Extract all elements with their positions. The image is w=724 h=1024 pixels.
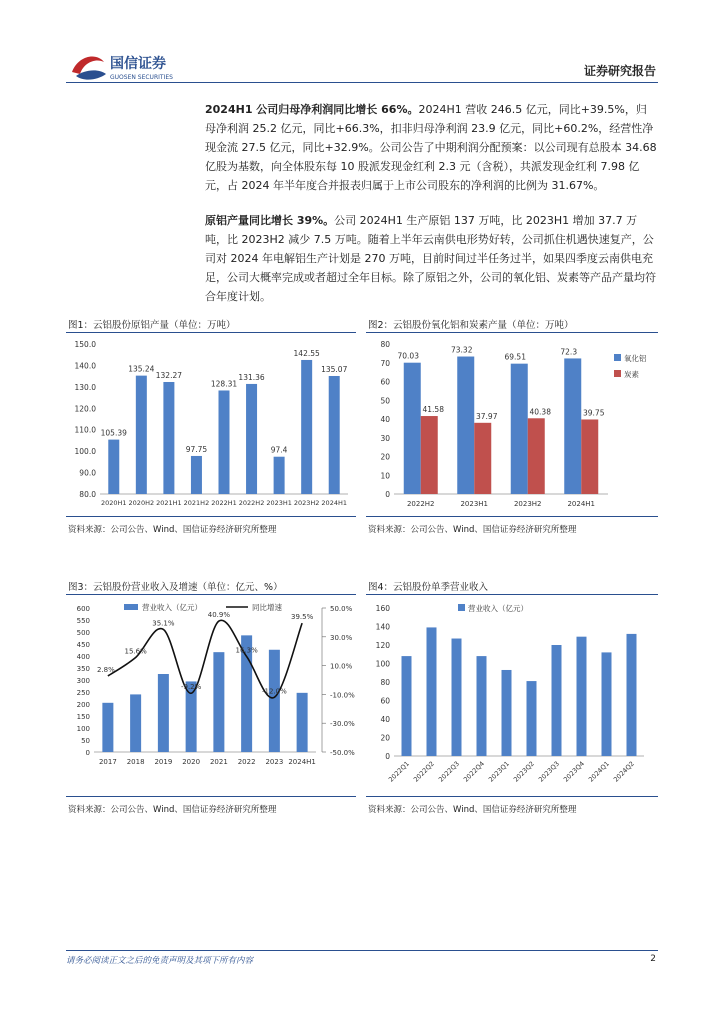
chart3-growth-label: 35.1%: [152, 619, 175, 628]
chart1-source: 资料来源：公司公告、Wind、国信证券经济研究所整理: [68, 525, 277, 535]
chart1-bar: [163, 382, 174, 494]
chart2-bar-alumina: [511, 364, 528, 494]
chart2-bar-alumina: [404, 363, 421, 494]
chart2-alumina-carbon: [366, 334, 658, 514]
chart4-legend-label: 营业收入（亿元）: [468, 604, 528, 613]
chart4-revenue-bar: [552, 645, 562, 756]
chart1-data-label: 132.27: [155, 370, 183, 380]
chart3-y2tick: 30.0%: [330, 633, 353, 642]
chart2-ytick: 60: [380, 377, 390, 387]
chart1-xtick: 2024H1: [321, 499, 348, 507]
chart2-ytick: 20: [380, 452, 390, 462]
chart2-xtick: 2022H2: [406, 500, 435, 508]
chart2-bar-carbon: [581, 419, 598, 494]
chart1-data-label: 105.39: [100, 428, 127, 438]
chart4-xtick: 2024Q1: [587, 759, 611, 784]
chart4-xtick: 2023Q1: [487, 759, 511, 784]
chart1-bar: [219, 390, 230, 494]
chart3-source: 资料来源：公司公告、Wind、国信证券经济研究所整理: [68, 805, 277, 815]
chart2-ytick: 0: [385, 490, 390, 499]
chart2-ytick: 50: [380, 396, 390, 406]
chart1-bar: [136, 376, 147, 494]
paragraph-output: [205, 211, 657, 306]
chart3-y2tick: -30.0%: [330, 720, 355, 729]
chart3-revenue-growth: [66, 596, 356, 774]
chart1-ytick: 80.0: [79, 490, 96, 499]
chart3-legend-line-label: 同比增速: [252, 603, 282, 612]
chart2-data-label: 40.38: [529, 407, 551, 417]
chart3-revenue-bar: [186, 681, 197, 752]
chart4-title-rule: [366, 594, 658, 595]
chart3-ytick: 0: [85, 749, 90, 757]
chart1-ytick: 90.0: [79, 468, 96, 478]
chart3-revenue-bar: [102, 703, 113, 752]
chart4-revenue-bar: [402, 656, 412, 756]
chart1-ytick: 120.0: [74, 404, 96, 414]
chart2-data-label: 41.58: [422, 405, 444, 415]
chart4-source: 资料来源：公司公告、Wind、国信证券经济研究所整理: [368, 805, 577, 815]
chart4-xtick: 2022Q2: [412, 759, 436, 784]
chart1-bar: [274, 457, 285, 494]
chart2-data-label: 70.03: [397, 351, 419, 361]
chart1-bar: [246, 384, 257, 494]
chart4-title: 图4：云铝股份单季营业收入: [368, 582, 489, 593]
chart3-xtick: 2020: [182, 758, 201, 766]
chart1-ytick: 110.0: [74, 425, 96, 435]
chart3-growth-label: 40.9%: [207, 611, 230, 620]
chart3-revenue-bar: [213, 652, 224, 752]
chart4-revenue-bar: [502, 670, 512, 756]
chart3-growth-label: 16.3%: [235, 646, 258, 655]
chart3-xtick: 2024H1: [288, 758, 316, 766]
chart3-ytick: 50: [81, 737, 90, 745]
chart3-legend-bar-label: 营业收入（亿元）: [142, 603, 202, 612]
chart3-title-rule: [66, 594, 356, 595]
chart2-source: 资料来源：公司公告、Wind、国信证券经济研究所整理: [368, 525, 577, 535]
chart3-y2tick: -10.0%: [330, 691, 355, 700]
chart1-bar: [301, 360, 312, 494]
chart1-data-label: 97.4: [270, 445, 288, 455]
chart4-ytick: 120: [375, 641, 390, 650]
chart1-xtick: 2022H1: [211, 499, 237, 507]
guosen-logo: [70, 50, 205, 84]
chart2-legend-label: 氧化铝: [624, 354, 647, 363]
chart3-ytick: 400: [76, 653, 90, 661]
chart1-bar: [108, 440, 119, 494]
chart3-ytick: 450: [76, 641, 90, 649]
chart3-legend-swatch-bar: [124, 604, 138, 610]
chart3-ytick: 250: [76, 689, 90, 697]
chart3-ytick: 300: [76, 677, 90, 685]
chart1-title: 图1：云铝股份原铝产量（单位：万吨）: [68, 320, 236, 331]
chart1-xtick: 2021H1: [156, 499, 182, 507]
chart2-data-label: 69.51: [504, 352, 526, 362]
chart3-xtick: 2023: [265, 758, 284, 766]
chart4-ytick: 0: [385, 752, 390, 761]
chart4-ytick: 20: [380, 733, 390, 743]
chart1-xtick: 2020H1: [100, 499, 127, 507]
chart3-growth-label: 15.6%: [124, 647, 147, 656]
chart2-bar-carbon: [421, 416, 438, 494]
chart1-data-label: 135.07: [321, 364, 348, 374]
paragraph-output-heading: 原铝产量同比增长 39%。: [205, 214, 335, 227]
chart2-data-label: 72.3: [560, 347, 578, 357]
chart4-ytick: 160: [375, 604, 390, 613]
chart2-title: 图2：云铝股份氧化铝和炭素产量（单位：万吨）: [368, 320, 574, 331]
chart3-xtick: 2019: [154, 758, 173, 766]
chart2-bar-alumina: [564, 358, 581, 494]
chart3-ytick: 200: [76, 701, 90, 709]
chart3-y2tick: 50.0%: [330, 605, 353, 613]
chart4-xtick: 2022Q3: [437, 759, 461, 784]
chart4-ytick: 80: [380, 678, 390, 687]
chart1-primary-aluminum: [66, 334, 356, 514]
chart3-ytick: 100: [76, 725, 90, 733]
chart3-ytick: 600: [76, 605, 90, 613]
chart2-legend-swatch: [614, 354, 621, 361]
chart1-xtick: 2020H2: [128, 499, 155, 507]
chart3-xtick: 2018: [126, 758, 145, 766]
chart3-xtick: 2022: [237, 758, 256, 766]
chart1-xtick: 2022H2: [238, 499, 265, 507]
chart4-revenue-bar: [452, 639, 462, 756]
chart3-revenue-bar: [158, 674, 169, 752]
chart1-source-rule: [66, 516, 356, 517]
chart1-ytick: 130.0: [74, 382, 96, 392]
chart4-revenue-bar: [527, 681, 537, 756]
chart1-data-label: 128.31: [210, 379, 238, 389]
logo-en: GUOSEN SECURITIES: [110, 74, 173, 81]
chart2-ytick: 40: [380, 415, 390, 424]
paragraph-profit-body: 2024H1 营收 246.5 亿元，同比+39.5%，归母净利润 25.2 亿元，同比+66.3%，扣非归母净利润 23.9 亿元，同比+60.2%，经营性净现金流 27.5 亿元，同比+32.9%。公司公告了中期利润分配预案：以公司现有总股本 34.68 亿股为基数，向全体股东每 10 股派发现金红利 2.3 元（含税），共派发现金红利 7.98 亿元，占 2024 年半年度合并报表归属于上市公司股东的净利润的比例为 31.67%。: [205, 103, 657, 192]
chart4-xtick: 2022Q1: [387, 759, 411, 784]
chart3-xtick: 2021: [209, 758, 228, 766]
chart3-growth-label: 39.5%: [291, 613, 314, 622]
chart1-xtick: 2023H2: [293, 499, 320, 507]
chart4-revenue-bar: [477, 656, 487, 756]
chart4-xtick: 2023Q3: [537, 759, 561, 784]
chart2-xtick: 2023H1: [460, 500, 489, 508]
chart2-ytick: 10: [380, 471, 390, 481]
chart2-data-label: 37.97: [476, 411, 498, 421]
paragraph-profit-heading: 2024H1 公司归母净利润同比增长 66%。: [205, 103, 419, 116]
chart3-ytick: 550: [76, 617, 90, 625]
chart4-revenue-bar: [602, 652, 612, 756]
page-number: 2: [650, 954, 656, 964]
chart4-ytick: 40: [380, 715, 390, 724]
chart3-growth-label: -12.0%: [261, 687, 287, 696]
chart4-xtick: 2023Q4: [562, 759, 586, 784]
chart4-source-rule: [366, 796, 658, 797]
chart3-y2tick: 10.0%: [330, 662, 353, 671]
chart3-ytick: 350: [76, 665, 90, 673]
chart4-ytick: 60: [380, 696, 390, 706]
header-divider: [66, 82, 658, 83]
chart2-legend-label: 炭素: [624, 370, 639, 379]
chart3-ytick: 150: [76, 713, 90, 721]
report-type: 证券研究报告: [583, 64, 656, 78]
chart4-ytick: 100: [375, 659, 390, 669]
chart2-title-rule: [366, 332, 658, 333]
chart2-data-label: 73.32: [451, 345, 473, 355]
chart3-title: 图3：云铝股份营业收入及增速（单位：亿元、%）: [68, 582, 283, 593]
chart1-data-label: 135.24: [128, 364, 155, 374]
chart4-ytick: 140: [375, 622, 390, 632]
logo-cn: 国信证券: [110, 56, 166, 72]
chart2-xtick: 2024H1: [567, 500, 596, 508]
chart3-y2tick: -50.0%: [330, 749, 355, 757]
chart1-title-rule: [66, 332, 356, 333]
chart2-legend-swatch: [614, 370, 621, 377]
chart1-data-label: 142.55: [293, 348, 320, 358]
chart3-revenue-bar: [269, 650, 280, 752]
chart4-xtick: 2024Q2: [612, 759, 636, 784]
chart2-bar-carbon: [474, 423, 491, 494]
chart2-bar-carbon: [528, 418, 545, 494]
chart1-bar: [191, 456, 202, 494]
chart1-data-label: 131.36: [238, 372, 265, 382]
chart4-xtick: 2022Q4: [462, 759, 486, 784]
chart1-xtick: 2023H1: [266, 499, 292, 507]
chart2-data-label: 39.75: [583, 408, 605, 418]
chart2-xtick: 2023H2: [513, 500, 542, 508]
chart4-quarterly-revenue: [366, 596, 658, 794]
footer-divider: [66, 950, 658, 951]
chart1-ytick: 140.0: [74, 361, 96, 371]
chart2-ytick: 70: [380, 358, 390, 368]
chart4-revenue-bar: [627, 634, 637, 756]
chart3-growth-label: 2.8%: [96, 665, 115, 674]
chart1-data-label: 97.75: [185, 444, 208, 454]
chart2-ytick: 30: [380, 433, 390, 443]
chart2-ytick: 80: [380, 340, 390, 349]
chart3-revenue-bar: [130, 694, 141, 752]
chart1-ytick: 100.0: [74, 447, 96, 457]
chart4-revenue-bar: [577, 637, 587, 756]
paragraph-output-body: 公司 2024H1 生产原铝 137 万吨，比 2023H1 增加 37.7 万吨，比 2023H2 减少 7.5 万吨。随着上半年云南供电形势好转，公司抓住机遇快速复产，公司对 2024 年电解铝生产计划是 270 万吨，目前时间过半任务过半，如果四季度云南供电充足，公司大概率完成或者超过全年目标。除了原铝之外，公司的氧化铝、炭素等产品产量均符合年度计划。: [205, 214, 656, 303]
footer-disclaimer: 请务必阅读正文之后的免责声明及其项下所有内容: [66, 956, 254, 966]
chart2-source-rule: [366, 516, 658, 517]
chart4-xtick: 2023Q2: [512, 759, 536, 784]
chart3-growth-label: -9.2%: [180, 683, 202, 692]
chart3-xtick: 2017: [98, 758, 117, 766]
chart4-legend-swatch: [458, 604, 465, 611]
chart3-revenue-bar: [297, 693, 308, 752]
chart4-revenue-bar: [427, 627, 437, 756]
chart1-bar: [329, 376, 340, 494]
chart1-ytick: 150.0: [74, 340, 96, 349]
chart3-source-rule: [66, 796, 356, 797]
chart1-xtick: 2021H2: [183, 499, 210, 507]
chart2-bar-alumina: [457, 357, 474, 494]
chart3-ytick: 500: [76, 629, 90, 637]
paragraph-profit: [205, 100, 657, 195]
